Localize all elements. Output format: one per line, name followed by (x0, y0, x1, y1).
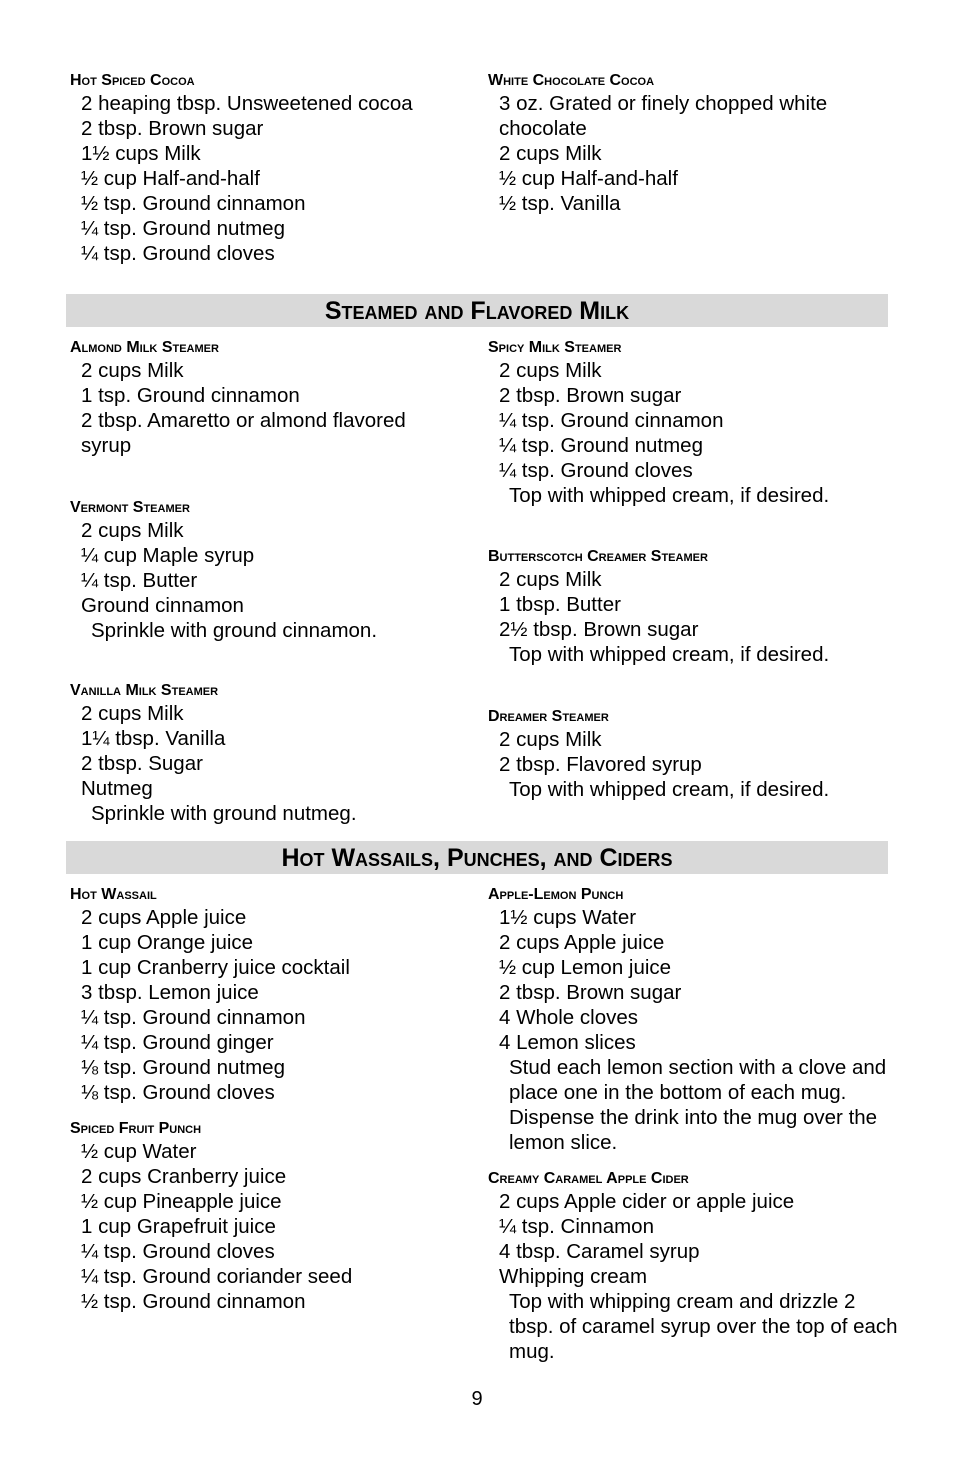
ingredient: 1 cup Cranberry juice cocktail (81, 956, 350, 979)
recipe-title: Apple-Lemon Punch (488, 886, 624, 903)
recipe-title: Vermont Steamer (70, 499, 190, 516)
recipe-spiced-fruit-punch (70, 1119, 480, 1314)
ingredient: 4 Whole cloves (499, 1006, 639, 1029)
ingredient: ¼ cup Maple syrup (81, 544, 255, 567)
ingredient: 2 cups Milk (81, 702, 184, 725)
ingredient: 2 tbsp. Brown sugar (81, 117, 264, 140)
ingredient: 2 cups Milk (499, 728, 602, 751)
ingredient: Ground cinnamon (81, 594, 244, 617)
ingredient: 2 tbsp. Brown sugar (499, 384, 682, 407)
ingredient: 1 tbsp. Butter (499, 593, 621, 616)
ingredient: ¼ tsp. Ground cloves (81, 1240, 275, 1263)
recipe-title: Spicy Milk Steamer (488, 339, 622, 356)
recipe-title: Hot Spiced Cocoa (70, 72, 195, 89)
recipe-note: Top with whipped cream, if desired. (509, 484, 830, 507)
recipe-title: Butterscotch Creamer Steamer (488, 548, 708, 565)
ingredient: 2 cups Apple juice (81, 906, 247, 929)
ingredient: ⅛ tsp. Ground cloves (81, 1081, 275, 1104)
ingredient: 3 tbsp. Lemon juice (81, 981, 259, 1004)
ingredient: ½ tsp. Ground cinnamon (81, 192, 306, 215)
ingredient: 2 cups Milk (499, 359, 602, 382)
ingredient: 3 oz. Grated or finely chopped white chocolate (499, 92, 833, 140)
ingredient: 2 cups Milk (81, 359, 184, 382)
ingredient: 2 tbsp. Amaretto or almond flavored syrup (81, 409, 412, 457)
ingredient: ½ cup Water (81, 1140, 197, 1163)
ingredient: ¼ tsp. Ground cloves (499, 459, 693, 482)
ingredient: ½ cup Pineapple juice (81, 1190, 282, 1213)
ingredient: Whipping cream (499, 1265, 648, 1288)
recipe-white-chocolate-cocoa (488, 71, 868, 216)
ingredient: 2 tbsp. Flavored syrup (499, 753, 702, 776)
ingredient: ¼ tsp. Ground nutmeg (499, 434, 703, 457)
ingredient: 2 cups Apple juice (499, 931, 665, 954)
ingredient: 2 tbsp. Brown sugar (499, 981, 682, 1004)
ingredient: 4 Lemon slices (499, 1031, 636, 1054)
ingredient: 1½ cups Milk (81, 142, 201, 165)
recipe-title: Spiced Fruit Punch (70, 1120, 202, 1137)
recipe-note: Top with whipped cream, if desired. (509, 778, 830, 801)
ingredient: 2½ tbsp. Brown sugar (499, 618, 699, 641)
ingredient: ¼ tsp. Butter (81, 569, 198, 592)
ingredient: ¼ tsp. Cinnamon (499, 1215, 654, 1238)
ingredient: 2 tbsp. Sugar (81, 752, 203, 775)
recipe-butterscotch-creamer-steamer (488, 547, 898, 667)
recipe-hot-spiced-cocoa (70, 71, 480, 266)
ingredient: 1 tsp. Ground cinnamon (81, 384, 300, 407)
ingredient: 1 cup Orange juice (81, 931, 254, 954)
ingredient: ½ cup Half-and-half (499, 167, 678, 190)
recipe-almond-milk-steamer (70, 338, 450, 458)
section-header-steamed-milk (66, 294, 888, 327)
ingredient: 1¼ tbsp. Vanilla (81, 727, 226, 750)
recipe-vanilla-milk-steamer (70, 681, 480, 826)
ingredient: ½ tsp. Ground cinnamon (81, 1290, 306, 1313)
recipe-vermont-steamer (70, 498, 480, 643)
recipe-note: Sprinkle with ground cinnamon. (91, 619, 378, 642)
ingredient: ½ cup Half-and-half (81, 167, 260, 190)
ingredient: 2 cups Milk (499, 142, 602, 165)
recipe-title: Almond Milk Steamer (70, 339, 219, 356)
recipe-note: Top with whipping cream and drizzle 2 tbsp. of caramel syrup over the top of each mug. (509, 1290, 898, 1363)
ingredient: 2 cups Milk (81, 519, 184, 542)
ingredient: ½ tsp. Vanilla (499, 192, 621, 215)
recipe-title: Creamy Caramel Apple Cider (488, 1170, 689, 1187)
ingredient: ¼ tsp. Ground coriander seed (81, 1265, 353, 1288)
page-number: 9 (471, 1388, 483, 1410)
ingredient: 2 cups Apple cider or apple juice (499, 1190, 795, 1213)
ingredient: ¼ tsp. Ground nutmeg (81, 217, 285, 240)
ingredient: Nutmeg (81, 777, 153, 800)
recipe-apple-lemon-punch (488, 885, 898, 1155)
recipe-spicy-milk-steamer (488, 338, 898, 508)
recipe-note: Top with whipped cream, if desired. (509, 643, 830, 666)
recipe-title: Hot Wassail (70, 886, 157, 903)
section-header-wassails (66, 841, 888, 874)
ingredient: ⅛ tsp. Ground nutmeg (81, 1056, 285, 1079)
recipe-title: Dreamer Steamer (488, 708, 609, 725)
recipe-creamy-caramel-apple-cider (488, 1169, 898, 1364)
section-title: Hot Wassails, Punches, and Ciders (281, 844, 673, 872)
ingredient: 2 cups Milk (499, 568, 602, 591)
ingredient: ¼ tsp. Ground cinnamon (499, 409, 724, 432)
ingredient: 2 heaping tbsp. Unsweetened cocoa (81, 92, 413, 115)
ingredient: 4 tbsp. Caramel syrup (499, 1240, 700, 1263)
ingredient: ¼ tsp. Ground cinnamon (81, 1006, 306, 1029)
ingredient: 1 cup Grapefruit juice (81, 1215, 276, 1238)
recipe-dreamer-steamer (488, 707, 898, 802)
recipe-note: Sprinkle with ground nutmeg. (91, 802, 357, 825)
recipe-note: Stud each lemon section with a clove and place one in the bottom of each mug. Dispense the drink into the mug over the lemon slice. (509, 1056, 887, 1154)
recipe-hot-wassail (70, 885, 480, 1105)
ingredient: 2 cups Cranberry juice (81, 1165, 287, 1188)
ingredient: ¼ tsp. Ground cloves (81, 242, 275, 265)
section-title: Steamed and Flavored Milk (324, 297, 630, 325)
ingredient: 1½ cups Water (499, 906, 637, 929)
recipe-title: White Chocolate Cocoa (488, 72, 655, 89)
ingredient: ½ cup Lemon juice (499, 956, 672, 979)
recipe-title: Vanilla Milk Steamer (70, 682, 219, 699)
ingredient: ¼ tsp. Ground ginger (81, 1031, 274, 1054)
